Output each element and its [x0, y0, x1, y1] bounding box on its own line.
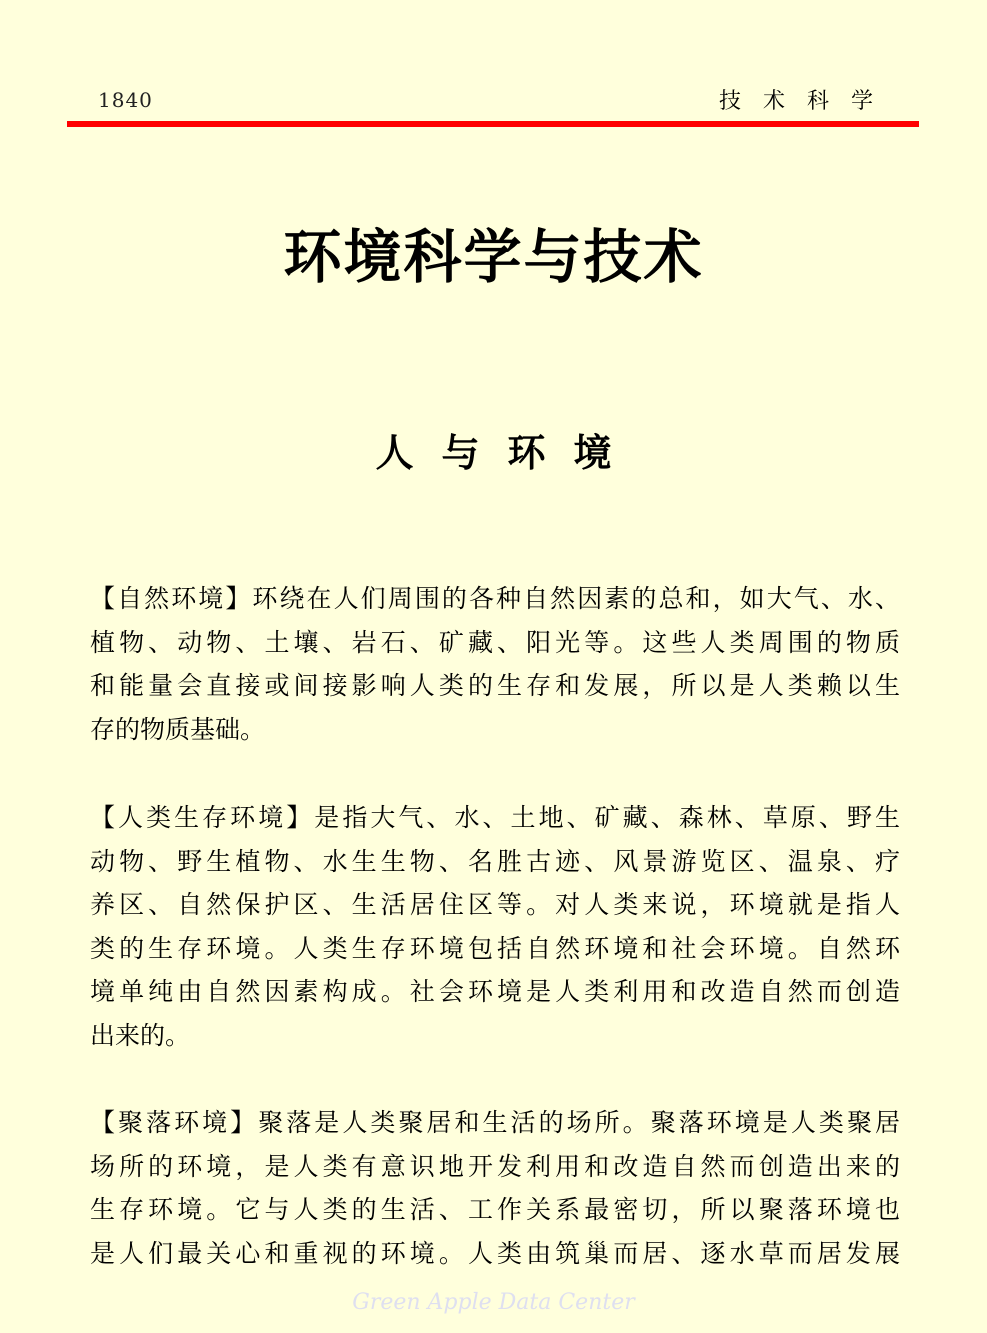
watermark: Green Apple Data Center: [352, 1290, 635, 1315]
text-line: 出来的。: [90, 1020, 191, 1050]
text-line: 生存环境。它与人类的生活、工作关系最密切，所以聚落环境也: [90, 1195, 900, 1225]
paragraph-natural-environment: [90, 577, 900, 751]
text-line: 【聚落环境】聚落是人类聚居和生活的场所。聚落环境是人类聚居: [90, 1108, 900, 1137]
text-line: 类的生存环境。人类生存环境包括自然环境和社会环境。自然环: [90, 933, 900, 963]
paragraph-human-living-environment: [90, 796, 900, 1058]
text-line: 【自然环境】环绕在人们周围的各种自然因素的总和，如大气、水、: [90, 584, 900, 613]
paragraph-settlement-environment: [90, 1101, 900, 1275]
section-name: 技术科学: [718, 89, 895, 114]
text-line: 动物、野生植物、水生生物、名胜古迹、风景游览区、温泉、疗: [90, 846, 900, 876]
text-line: 是人们最关心和重视的环境。人类由筑巢而居、逐水草而居发展: [90, 1238, 900, 1268]
text-line: 场所的环境，是人类有意识地开发利用和改造自然而创造出来的: [90, 1151, 900, 1181]
text-line: 【人类生存环境】是指大气、水、土地、矿藏、森林、草原、野生: [90, 803, 900, 832]
page-title: 环境科学与技术: [283, 223, 704, 291]
text-line: 养区、自然保护区、生活居住区等。对人类来说，环境就是指人: [90, 890, 900, 920]
text-line: 境单纯由自然因素构成。社会环境是人类利用和改造自然而创造: [90, 977, 900, 1007]
text-line: 和能量会直接或间接影响人类的生存和发展，所以是人类赖以生: [90, 671, 900, 701]
page-number: 1840: [98, 88, 153, 112]
header-divider: [67, 121, 919, 127]
text-line: 存的物质基础。: [90, 714, 266, 744]
section-subtitle: 人与环境: [375, 431, 640, 475]
text-line: 植物、动物、土壤、岩石、矿藏、阳光等。这些人类周围的物质: [90, 627, 900, 657]
